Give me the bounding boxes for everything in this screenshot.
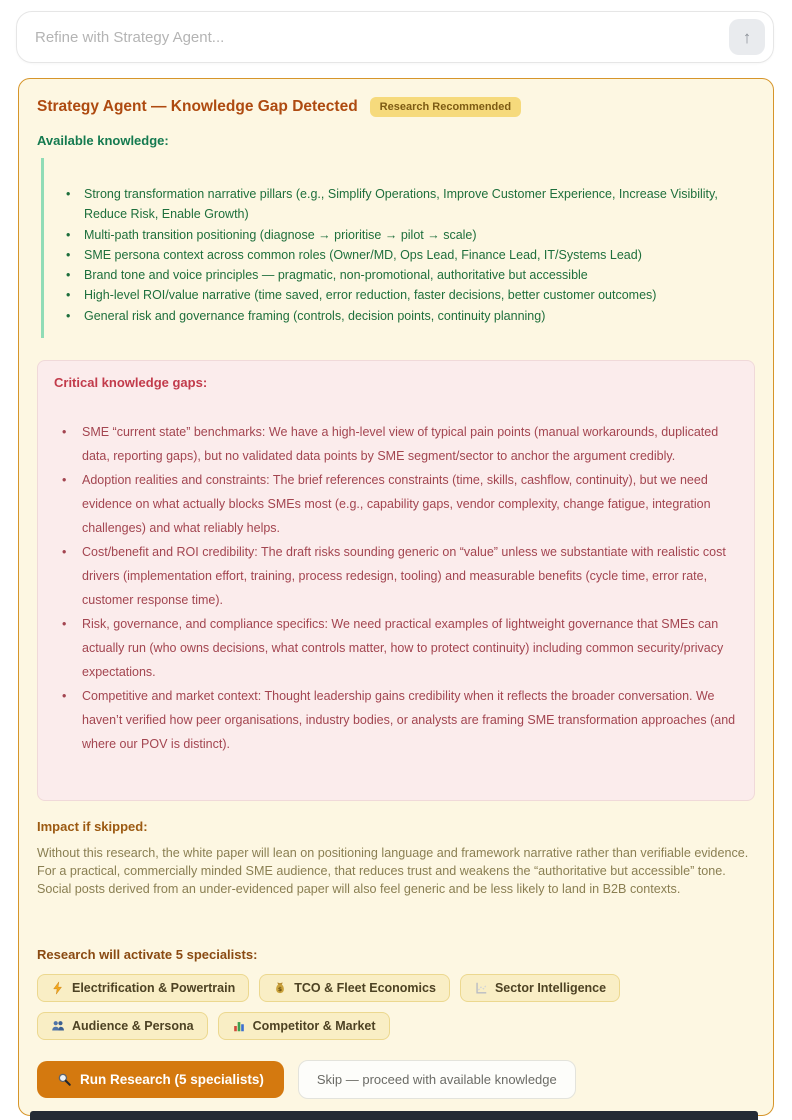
strategy-agent-card [18, 78, 774, 1116]
card-header [37, 97, 755, 117]
impact-heading: Impact if skipped: [37, 818, 148, 834]
list-item: • Competitive and market context: Thought leadership gains credibility when it reflects the broader conversation. We haven’t verified how peer organisations, industry bodies, or analysts are framing SME transformation approaches (and where our POV is distinct). [54, 684, 738, 756]
research-recommended-badge: Research Recommended [370, 97, 521, 117]
specialist-chips [37, 974, 737, 1040]
chip-tco-fleet-economics [259, 974, 450, 1002]
chip-label: Competitor & Market [252, 1018, 376, 1033]
bar-chart-icon [232, 1019, 246, 1033]
chip-label: TCO & Fleet Economics [294, 980, 436, 995]
card-title: Strategy Agent — Knowledge Gap Detected [37, 98, 358, 115]
specialists-heading: Research will activate 5 specialists: [37, 946, 258, 962]
available-knowledge-list [64, 184, 745, 326]
critical-gaps-list [54, 420, 738, 756]
critical-gaps-box [37, 360, 755, 801]
list-item: • SME “current state” benchmarks: We have a high-level view of typical pain points (manual workarounds, duplicated data, reporting gaps), but no validated data points by SME segment/sector to anchor the argument credibly. [54, 420, 738, 468]
chip-electrification-powertrain [37, 974, 249, 1002]
list-item: • Brand tone and voice principles — pragmatic, non-promotional, authoritative but accessible [64, 265, 745, 285]
chip-sector-intelligence [460, 974, 620, 1002]
list-item: • Multi-path transition positioning (diagnose → prioritise → pilot → scale) [64, 225, 745, 245]
svg-text:$: $ [278, 985, 283, 993]
arrow-up-icon: ↑ [742, 28, 752, 47]
impact-body: Without this research, the white paper will lean on positioning language and framework narrative rather than verifiable evidence. For a practical, commercially minded SME audience, that reduces trust and weakens the “authoritative but accessible” tone. Social posts derived from an under-evidenced paper will also feel generic and be less likely to land in B2B contexts. [37, 845, 749, 897]
available-knowledge-heading: Available knowledge: [37, 133, 169, 148]
list-item: • General risk and governance framing (controls, decision points, continuity planning) [64, 306, 745, 326]
money-bag-icon [273, 981, 287, 995]
refine-input[interactable] [33, 28, 729, 47]
action-buttons [37, 1060, 755, 1099]
chip-label: Electrification & Powertrain [72, 980, 236, 995]
critical-gaps-heading: Critical knowledge gaps: [54, 374, 208, 390]
list-item: • Cost/benefit and ROI credibility: The draft risks sounding generic on “value” unless we substantiate with realistic cost drivers (implementation effort, training, process redesign, tooling) and measurable benefits (cycle time, error rate, customer response time). [54, 540, 738, 612]
list-item: • Strong transformation narrative pillars (e.g., Simplify Operations, Improve Customer Experience, Increase Visibility, Reduce Risk, Enable Growth) [64, 184, 745, 225]
chip-label: Audience & Persona [72, 1018, 194, 1033]
chart-axis-icon [474, 981, 488, 995]
list-item: • Adoption realities and constraints: The brief references constraints (time, skills, cashflow, continuity), but we need evidence on what actually blocks SMEs most (e.g., capability gaps, vendor complexity, change fatigue, integration challenges) and what reliably helps. [54, 468, 738, 540]
lightning-icon [51, 981, 65, 995]
run-research-button[interactable] [37, 1061, 284, 1098]
people-icon [51, 1019, 65, 1033]
refine-composer [16, 11, 774, 63]
skip-button[interactable]: Skip — proceed with available knowledge [298, 1060, 576, 1099]
run-research-label: Run Research (5 specialists) [80, 1071, 264, 1087]
send-button[interactable] [729, 19, 765, 55]
chip-label: Sector Intelligence [494, 980, 607, 995]
list-item: • High-level ROI/value narrative (time saved, error reduction, faster decisions, better customer outcomes) [64, 285, 745, 305]
chip-audience-persona [37, 1012, 208, 1040]
list-item: • SME persona context across common roles (Owner/MD, Ops Lead, Finance Lead, IT/Systems Lead) [64, 245, 745, 265]
magnifier-icon [57, 1072, 72, 1087]
available-knowledge-block [41, 158, 755, 338]
list-item: • Risk, governance, and compliance specifics: We need practical examples of lightweight governance that SMEs can actually run (who owns decisions, what controls matter, how to protect continuity) including common security/privacy expectations. [54, 612, 738, 684]
bottom-cutoff-bar [30, 1111, 758, 1120]
chip-competitor-market [218, 1012, 390, 1040]
